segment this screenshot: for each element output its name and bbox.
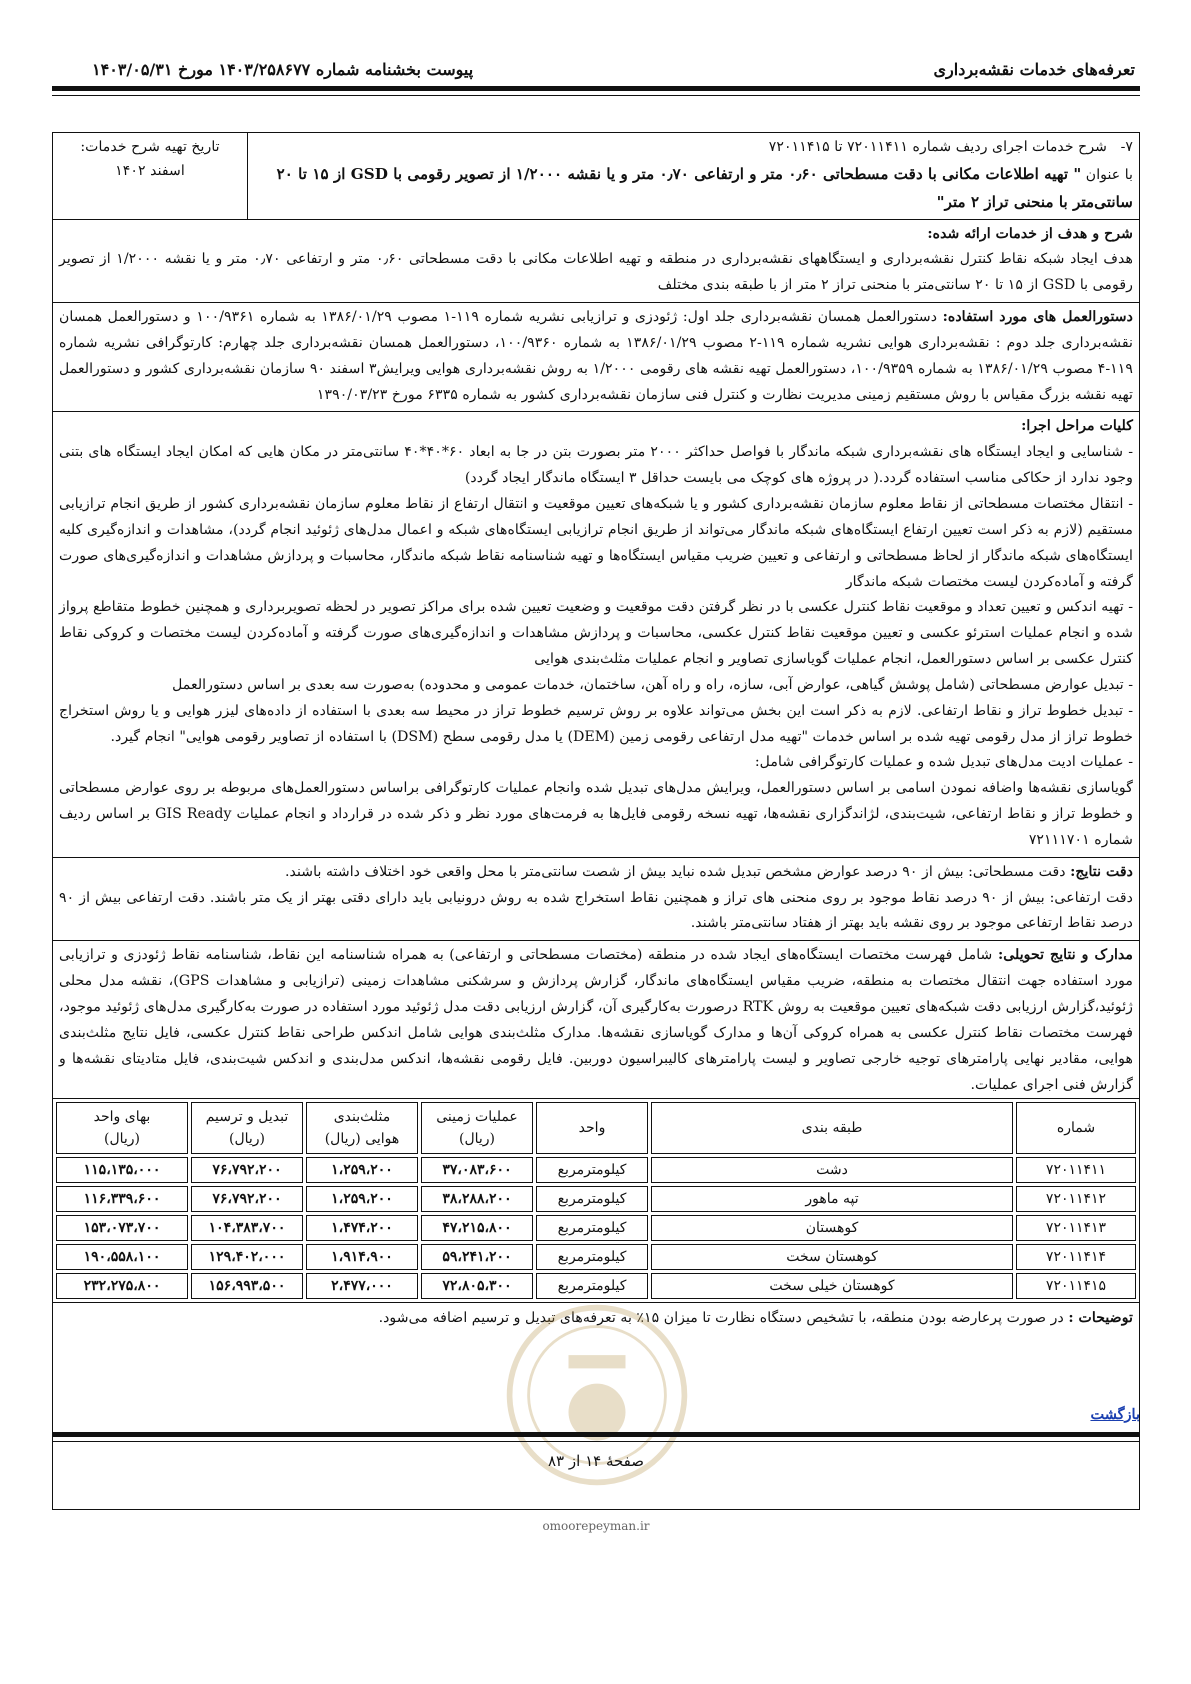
back-link[interactable]: بازگشت: [1090, 1406, 1140, 1423]
header-rule-thin: [52, 95, 1140, 96]
cell-conversion: ۷۶،۷۹۲،۲۰۰: [191, 1186, 303, 1212]
notes-heading: توضیحات :: [1068, 1310, 1133, 1327]
cell-triangulation: ۱،۲۵۹،۲۰۰: [306, 1157, 418, 1183]
col-price: [56, 1102, 188, 1154]
steps-section: [53, 412, 1139, 857]
cell-category: کوهستان سخت: [651, 1244, 1013, 1270]
col-ground: [421, 1102, 533, 1154]
tariff-header-row: [56, 1102, 1136, 1154]
accuracy-planimetric: دقت مسطحاتی: بیش از ۹۰ درصد عوارض مشخص تبدیل شده نباید بیش از شصت سانتی‌متر با محل واقعی خود اختلاف داشته باشند.: [285, 863, 1071, 880]
cell-ground: ۷۲،۸۰۵،۳۰۰: [421, 1273, 533, 1299]
step-item: - تهیه اندکس و تعیین تعداد و موقعیت نقاط کنترل عکسی با در نظر گرفتن دقت موقعیت و وضعیت تعیین شده برای مراکز تصویر در لحظه تصویربرداری و همچنین خطوط متقاطع پرواز شده و انجام عملیات استرئو عکسی و تعیین موقعیت نقاط کنترل عکسی، محاسبات و پردازش مشاهدات و اندازه‌گیری‌های صورت گرفته و آماده‌کردن لیست مختصات و کروکی نقاط کنترل عکسی بر اساس دستورالعمل، انجام عملیات گویاسازی تصاویر و انجام عملیات مثلث‌بندی هوایی: [59, 599, 1133, 668]
tariff-table: [53, 1099, 1139, 1302]
table-row: [56, 1244, 1136, 1270]
cell-unit: کیلومترمربع: [536, 1186, 648, 1212]
cell-price: ۲۳۲،۲۷۵،۸۰۰: [56, 1273, 188, 1299]
step-item: - شناسایی و ایجاد ایستگاه های نقشه‌برداری شبکه ماندگار با فواصل حداکثر ۲۰۰۰ متر بصورت بتن در جا به ابعاد ۶۰*۴۰*۴۰ سانتی‌متر در مکان هایی که امکان ایجاد ایستگاه های بتنی وجود ندارد از حکاکی مناسب استفاده گردد.( در پروژه های کوچک می بایست حداقل ۳ ایستگاه ماندگار ایجاد گردد): [59, 444, 1133, 487]
service-title-cell: [247, 133, 1139, 219]
cell-unit: کیلومترمربع: [536, 1244, 648, 1270]
document-page: [52, 0, 1140, 1684]
cell-category: کوهستان: [651, 1215, 1013, 1241]
col-triangulation-label: مثلث‌بندی: [333, 1108, 391, 1125]
col-ground-unit: (ریال): [458, 1131, 496, 1148]
deliverables-text: شامل فهرست مختصات ایستگاه‌های ایجاد شده در منطقه (مختصات مسطحاتی و ارتفاعی) به همراه شناسنامه این نقاط، شناسنامه نقاط ژئودزی و ترازیابی مورد استفاده جهت انتقال مختصات به منطقه، ضریب مقیاس ایستگاه‌های ماندگار، گزارش پردازش و سرشکنی مشاهدات زمینی (ترازیابی و مشاهدات GPS)، نقشه مدل محلی ژئوئید،گزارش ارزیابی دقت شبکه‌های تعیین موقعیت به روش RTK درصورت به‌کارگیری آن، گزارش ارزیابی دقت مدل ژئوئید مورد استفاده در صورت به‌کارگیری مدل‌های ژئوئید موجود، فهرست مختصات نقاط کنترل عکسی به همراه کروکی آن‌ها و مدارک گویاسازی نقشه‌ها. مدارک مثلث‌بندی هوایی شامل اندکس طراحی نقاط کنترل عکسی، فایل نتایج مثلث‌بندی هوایی، مقادیر نهایی پارامترهای توجیه خارجی تصاویر و لیست پارامترهای کالیبراسیون دوربین. فایل رقومی نقشه‌ها، اندکس مدل‌بندی و اندکس شیت‌بندی، فایل متادیتای نقشه‌ها و گزارش فنی اجرای عملیات.: [59, 947, 1134, 1093]
col-conversion-label: تبدیل و ترسیم: [205, 1108, 289, 1125]
step-item: - تبدیل عوارض مسطحاتی (شامل پوشش گیاهی، عوارض آبی، سازه، راه و راه آهن، ساختمان، خدمات عمومی و محدوده) به‌صورت سه بعدی بر اساس دستورالعمل: [172, 676, 1133, 693]
col-triangulation-unit: هوایی (ریال): [324, 1131, 400, 1148]
table-row: [56, 1215, 1136, 1241]
goal-heading: شرح و هدف از خدمات ارائه شده:: [927, 225, 1133, 242]
goal-section: [53, 220, 1139, 304]
cell-number: ۷۲۰۱۱۴۱۱: [1016, 1157, 1136, 1183]
cell-unit: کیلومترمربع: [536, 1273, 648, 1299]
step-item: - تبدیل خطوط تراز و نقاط ارتفاعی. لازم به ذکر است این بخش می‌تواند علاوه بر روش ترسیم خطوط تراز در محیط سه بعدی با استفاده از داده‌های لیزر هوایی و یا روش استخراج خطوط تراز از مدل رقومی تهیه شده بر اساس خدمات "تهیه مدل ارتفاعی رقومی زمین (DEM) یا مدل رقومی سطح (DSM) با استفاده از تصاویر رقومی هوایی" انجام گیرد.: [59, 702, 1133, 745]
table-row: [56, 1186, 1136, 1212]
page-number: صفحۀ ۱۴ از ۸۳: [547, 1452, 645, 1470]
steps-heading: کلیات مراحل اجرا:: [1021, 418, 1133, 435]
deliverables-section: [53, 941, 1139, 1099]
service-date-label: تاریخ تهیه شرح خدمات:: [80, 139, 220, 155]
cell-price: ۱۱۵،۱۳۵،۰۰۰: [56, 1157, 188, 1183]
col-ground-label: عملیات زمینی: [436, 1108, 518, 1125]
service-title-row: [53, 133, 1139, 220]
cell-ground: ۳۸،۲۸۸،۲۰۰: [421, 1186, 533, 1212]
table-row: [56, 1273, 1136, 1299]
col-category: طبقه بندی: [651, 1102, 1013, 1154]
cell-triangulation: ۱،۴۷۴،۲۰۰: [306, 1215, 418, 1241]
step-item: - انتقال مختصات مسطحاتی از نقاط معلوم سازمان نقشه‌برداری کشور و یا شبکه‌های تعیین موقعیت و انتقال ارتفاع از نقاط معلوم سازمان نقشه‌برداری کشور از طریق انجام ترازیابی مستقیم (لازم به ذکر است تعیین ارتفاع ایستگاه‌های شبکه ماندگار می‌تواند از طریق انجام ترازیابی ایستگاه‌های شبکه و اعمال مدل‌های ژئوئید انجام گردد)، مشاهدات و اندازه‌گیری کلیه ایستگاه‌های شبکه ماندگار از لحاظ مسطحاتی و ارتفاعی و تعیین ضریب مقیاس ایستگاه‌ها و تهیه شناسنامه نقاط شبکه ماندگار، محاسبات و پردازش مشاهدات و اندازه‌گیری‌های صورت گرفته و آماده‌کردن لیست مختصات شبکه ماندگار: [59, 495, 1133, 590]
cell-triangulation: ۱،۲۵۹،۲۰۰: [306, 1186, 418, 1212]
cell-number: ۷۲۰۱۱۴۱۲: [1016, 1186, 1136, 1212]
cell-unit: کیلومترمربع: [536, 1215, 648, 1241]
cell-price: ۱۹۰،۵۵۸،۱۰۰: [56, 1244, 188, 1270]
cell-conversion: ۱۰۴،۳۸۳،۷۰۰: [191, 1215, 303, 1241]
service-date-value: اسفند ۱۴۰۲: [115, 163, 185, 180]
col-price-unit: (ریال): [103, 1131, 141, 1148]
service-index: ۷-: [1120, 139, 1133, 155]
col-price-label: بهای واحد: [93, 1108, 151, 1125]
cell-number: ۷۲۰۱۱۴۱۵: [1016, 1273, 1136, 1299]
service-range: شرح خدمات اجرای ردیف شماره ۷۲۰۱۱۴۱۱ تا ۷۲۰۱۱۴۱۵: [768, 139, 1108, 155]
footer-rule-thick: [52, 1432, 1140, 1437]
notes-text: در صورت پرعارضه بودن منطقه، با تشخیص دستگاه نظارت تا میزان ۱۵٪ به تعرفه‌های تبدیل و ترسیم اضافه می‌شود.: [378, 1310, 1069, 1327]
cell-ground: ۳۷،۰۸۳،۶۰۰: [421, 1157, 533, 1183]
service-title-prefix: با عنوان: [1085, 166, 1133, 183]
header-rule-thick: [52, 86, 1140, 91]
website-watermark: omoorepeyman.ir: [542, 1519, 650, 1533]
cell-unit: کیلومترمربع: [536, 1157, 648, 1183]
cell-number: ۷۲۰۱۱۴۱۴: [1016, 1244, 1136, 1270]
cell-category: تپه ماهور: [651, 1186, 1013, 1212]
cell-category: کوهستان خیلی سخت: [651, 1273, 1013, 1299]
cell-conversion: ۷۶،۷۹۲،۲۰۰: [191, 1157, 303, 1183]
step-item: - عملیات ادیت مدل‌های تبدیل شده و عملیات کارتوگرافی شامل:: [754, 754, 1133, 771]
service-title: " تهیه اطلاعات مکانی با دقت مسطحاتی ۰٫۶۰ متر و ارتفاعی ۰٫۷۰ متر و یا نقشه ۱/۲۰۰۰ از تصویر رقومی با GSD از ۱۵ تا ۲۰ سانتی‌متر با منحنی تراز ۲ متر": [276, 164, 1133, 211]
cell-conversion: ۱۵۶،۹۹۳،۵۰۰: [191, 1273, 303, 1299]
cell-triangulation: ۲،۴۷۷،۰۰۰: [306, 1273, 418, 1299]
cell-ground: ۵۹،۲۴۱،۲۰۰: [421, 1244, 533, 1270]
standards-heading: دستورالعمل های مورد استفاده:: [942, 309, 1133, 326]
cell-category: دشت: [651, 1157, 1013, 1183]
header-title: تعرفه‌های خدمات نقشه‌برداری: [933, 60, 1135, 79]
cell-conversion: ۱۲۹،۴۰۲،۰۰۰: [191, 1244, 303, 1270]
col-conversion: [191, 1102, 303, 1154]
col-number: شماره: [1016, 1102, 1136, 1154]
table-row: [56, 1157, 1136, 1183]
col-conversion-unit: (ریال): [228, 1131, 266, 1148]
cell-price: ۱۵۳،۰۷۳،۷۰۰: [56, 1215, 188, 1241]
step-item: گویاسازی نقشه‌ها واضافه نمودن اسامی بر اساس دستورالعمل، ویرایش مدل‌های تبدیل شده وانجام عملیات کارتوگرافی براساس دستورالعمل‌های مربوطه بر روی عوارض مسطحاتی و خطوط تراز و نقاط ارتفاعی، شیت‌بندی، لژاندگزاری نقشه‌ها، تهیه نسخه رقومی فایل‌ها به فرمت‌های مورد نظر و ذکر شده در قرارداد و انجام عملیات GIS Ready بر اساس ردیف شماره ۷۲۱۱۱۷۰۱: [59, 780, 1133, 848]
page-header: [52, 55, 1140, 85]
standards-text: دستورالعمل همسان نقشه‌برداری جلد اول: ژئودزی و ترازیابی نشریه شماره ۱۱۹-۱ مصوب ۱۳۸۶/۰۱/۲۹ به شماره ۱۰۰/۹۳۶۱ و دستورالعمل همسان نقشه‌برداری جلد دوم : نقشه‌برداری هوایی نشریه شماره ۱۱۹-۲ مصوب ۱۳۸۶/۰۱/۲۹ به شماره ۱۰۰/۹۳۶۰، دستورالعمل همسان نقشه‌برداری جلد چهارم: کارتوگرافی نشریه شماره ۱۱۹-۴ مصوب ۱۳۸۶/۰۱/۲۹ به شماره ۱۰۰/۹۳۵۹، دستورالعمل تهیه نقشه های رقومی ۱/۲۰۰۰ به روش نقشه‌برداری هوایی ویرایش۳ اسفند ۹۰ سازمان نقشه‌برداری کشور و دستورالعمل تهیه نقشه بزرگ مقیاس با روش مستقیم زمینی مدیریت نظارت و کنترل فنی سازمان نقشه‌برداری کشور به شماره ۶۳۳۵ مورخ ۱۳۹۰/۰۳/۲۳: [59, 309, 1133, 403]
col-unit: واحد: [536, 1102, 648, 1154]
col-triangulation: [306, 1102, 418, 1154]
accuracy-altimetric: دقت ارتفاعی: بیش از ۹۰ درصد نقاط موجود بر روی منحنی های تراز و همچنین نقاط استخراج شده به روش درونیابی باید دارای دقتی بهتر از یک متر باشند. دقت ارتفاعی بیش از ۹۰ درصد نقاط ارتفاعی موجود بر روی نقشه باید بهتر از هفتاد سانتی‌متر باشند.: [59, 889, 1133, 932]
header-circular-ref: پیوست بخشنامه شماره ۱۴۰۳/۲۵۸۶۷۷ مورخ ۱۴۰۳/۰۵/۳۱: [92, 60, 474, 79]
deliverables-heading: مدارک و نتایج تحویلی:: [997, 947, 1133, 964]
footer-rule-thin: [52, 1441, 1140, 1442]
cell-number: ۷۲۰۱۱۴۱۳: [1016, 1215, 1136, 1241]
accuracy-section: [53, 858, 1139, 942]
cell-triangulation: ۱،۹۱۴،۹۰۰: [306, 1244, 418, 1270]
cell-price: ۱۱۶،۳۳۹،۶۰۰: [56, 1186, 188, 1212]
goal-text: هدف ایجاد شبکه نقاط کنترل نقشه‌برداری و ایستگاههای نقشه‌برداری در منطقه و تهیه اطلاعات مکانی با دقت مسطحاتی ۰٫۶۰ متر و ارتفاعی ۰٫۷۰ متر و یا نقشه ۱/۲۰۰۰ از تصویر رقومی با GSD از ۱۵ تا ۲۰ سانتی‌متر با منحنی تراز ۲ متر از با طبقه بندی مختلف: [59, 251, 1133, 294]
accuracy-heading: دقت نتایج:: [1070, 863, 1133, 880]
service-date-cell: [53, 133, 247, 219]
cell-ground: ۴۷،۲۱۵،۸۰۰: [421, 1215, 533, 1241]
standards-section: [53, 303, 1139, 412]
